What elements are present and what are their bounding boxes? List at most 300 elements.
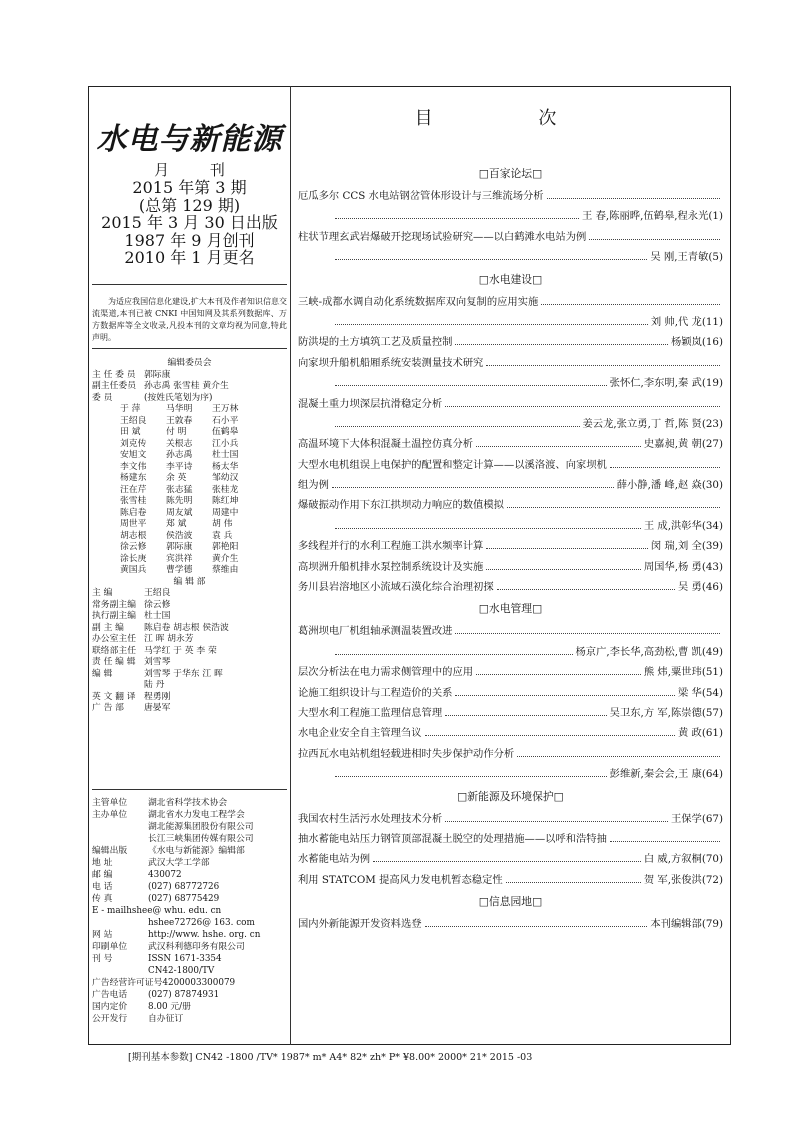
info-value: 4200003300079 [162,978,236,988]
editorial-role: 常务副主编 [92,599,136,610]
toc-entry[interactable] [298,683,723,703]
member-name: 杜士国 [212,450,239,460]
editorial-role: 联络部主任 [92,645,136,656]
member-row [92,416,287,428]
member-name: 汪在芹 [120,484,147,495]
member-name: 侯浩波 [166,530,193,541]
editorial-title: 编 辑 部 [173,576,206,587]
dot-leader [335,217,579,219]
toc-entry-page: (1) [708,210,723,223]
toc-entry-title: 三峡-成都水调自动化系统数据库双向复制的应用实施 [298,295,539,308]
toc-entry-title: 国内外新能源开发资料选登 [298,918,422,931]
info-label: 主管单位 [92,798,128,808]
info-label: 国内定价 [92,1002,128,1012]
info-row [92,965,287,977]
member-name: 周世平 [120,519,147,529]
dot-leader [373,860,641,862]
info-label: 广告经营许可证号 [92,978,163,988]
editorial-row [92,703,287,715]
toc-entry[interactable] [298,809,723,829]
member-row [92,439,287,451]
member-name: 陈红坤 [212,496,239,506]
toc-entry[interactable] [298,292,723,312]
dot-leader [486,568,640,570]
member-name: 蔡维由 [212,565,239,575]
frequency: 月 刊 [154,161,243,179]
toc-entry[interactable] [298,247,723,267]
member-list [92,404,287,577]
editorial-row [92,588,287,600]
toc-entry-page: (39) [701,540,723,553]
toc-entry[interactable] [298,621,723,641]
toc-entry-page: (49) [701,645,723,658]
toc-entry-author: 薛小静,潘 峰,赵 焱 [616,479,702,492]
dot-leader [517,755,720,757]
toc-entry-title: 利用 STATCOM 提高风力发电机暂态稳定性 [298,873,503,886]
committee-members: 委 员 (按姓氏笔划为序) [92,392,213,403]
toc-entry[interactable] [298,312,723,332]
toc-entry-title: 柱状节理玄武岩爆破开挖现场试验研究——以白鹤滩水电站为例 [298,230,587,243]
toc-entry-page: (61) [701,727,723,740]
dot-leader [332,486,614,488]
dot-leader [486,364,720,366]
toc-section-heading: □百家论坛□ [478,167,543,180]
info-row [92,833,287,845]
member-row [92,531,287,543]
member-name: 陈启卷 [120,507,147,518]
toc-entry-author: 闵 瑞,刘 全 [650,540,702,553]
editorial-role: 副 主 编 [92,622,124,633]
dot-leader [425,925,648,927]
toc-entry-author: 黄 政 [677,727,702,740]
toc-entry-title: 水蓄能电站为例 [298,853,371,866]
editorial-names: 陈启卷 胡志根 侯浩波 [144,622,229,633]
info-row [92,797,287,809]
member-name: 曹学德 [166,565,193,575]
toc-entry-page: (57) [701,706,723,719]
member-name: 杨建东 [120,473,147,483]
member-name: 邹幼汉 [212,473,239,483]
dot-leader [507,506,720,508]
toc-entry-title: 组为例 [298,479,329,492]
member-name: 张雪桂 [120,496,147,506]
toc-title: 目 次 [414,108,607,129]
toc-entry-author: 杨京广,李长华,高劲松,曹 凯 [575,645,702,658]
toc-entry[interactable] [298,662,723,682]
divider-line [92,284,287,285]
member-name: 郑 斌 [166,519,187,529]
member-name: 余 英 [166,473,187,483]
toc-entry[interactable] [298,332,723,352]
toc-entry[interactable] [298,829,723,849]
editorial-names: 徐云修 [144,599,171,610]
info-value: 武汉科利德印务有限公司 [148,942,245,952]
toc-entry[interactable] [298,536,723,556]
info-value: (027) 68775429 [148,894,220,904]
toc-entry-author: 贺 军,张俊洪 [643,873,702,886]
member-name: 陈先明 [166,496,193,506]
member-name: 张志猛 [166,484,193,495]
member-name: 杨太华 [212,461,239,472]
editorial-names: 王绍良 [144,588,171,598]
editorial-list [92,588,287,715]
member-name: 李平诗 [166,461,193,472]
dot-leader [476,445,641,447]
toc-entry-title: 向家坝升船机船厢系统安装测量技术研究 [298,356,484,369]
editorial-committee [92,358,287,715]
member-name: 宾洪祥 [166,553,193,564]
member-name: 郭际康 [166,542,193,552]
member-name: 王敦春 [166,415,193,426]
toc-entry[interactable] [298,206,723,226]
toc-entry-author: 杨颖岚 [670,336,702,349]
info-label: 网 站 [92,930,113,940]
toc-entry-title: 务川县岩溶地区小流域石漠化综合治理初探 [298,581,494,594]
toc-entry-page: (51) [701,666,723,679]
dot-leader [610,466,720,468]
member-row [92,508,287,520]
toc-entry-title: 爆破振动作用下东江拱坝动力响应的数值模拟 [298,499,504,512]
editorial-names: 刘雪琴 于华东 江 晖 [144,668,223,679]
info-row [92,809,287,821]
toc-entry[interactable] [298,495,723,515]
editorial-role: 责 任 编 辑 [92,657,136,667]
toc-entry-title: 抽水蓄能电站压力钢管顶部混凝土脱空的处理措施——以呼和浩特抽 [298,832,607,845]
renamed-date: 2010 年 1 月更名 [124,248,255,267]
info-value: 湖北省科学技术协会 [148,798,228,808]
info-value: 自办征订 [148,1014,184,1024]
member-name: 田 斌 [120,427,141,437]
info-row [92,989,287,1001]
toc-entry-author: 彭维新,秦会会,王 康 [609,768,702,781]
dot-leader [506,881,641,883]
editorial-row [92,680,287,692]
toc-entry[interactable] [298,516,723,536]
dot-leader [455,343,668,345]
editorial-row [92,657,287,669]
info-label [92,917,148,929]
toc-entry-title: 大型水电机组误上电保护的配置和整定计算——以溪洛渡、向家坝机 [298,458,607,471]
editorial-row [92,669,287,681]
dot-leader [445,820,668,822]
toc-entry[interactable] [298,373,723,393]
info-row [92,917,287,929]
copyright-notice: 为适应我国信息化建设,扩大本刊及作者知识信息交流渠道,本刊已被 CNKI 中国知网及其系列数据库、万方数据库等全文收录,凡投本刊的文章均视为同意,特此声明。 [92,297,287,342]
dot-leader [445,405,720,407]
toc-entry-title: 论施工组织设计与工程造价的关系 [298,686,453,699]
dot-leader [335,384,607,386]
member-name: 周建中 [212,507,239,518]
info-label: 地 址 [92,858,113,868]
toc-entry-title: 层次分析法在电力需求侧管理中的应用 [298,666,474,679]
issue-number: 2015 年第 3 期 [132,178,247,197]
pub-date: 2015 年 3 月 30 日出版 [101,213,278,232]
toc-section-heading: □水电建设□ [478,272,543,286]
publisher-info [92,797,287,1025]
toc-entry-page: (72) [701,873,723,886]
info-value: 湖北省水力发电工程学会 [148,810,245,820]
member-name: 郭艳阳 [212,542,239,552]
toc-entry-page: (19) [701,377,723,390]
editorial-role: 广 告 部 [92,703,124,713]
dot-leader [541,303,720,305]
toc-entry-author: 白 威,方叙桐 [643,853,702,866]
info-label: 广告电话 [92,990,128,1000]
toc-entry-title: 厄瓜多尔 CCS 水电站钢岔管体形设计与三维流场分析 [298,190,544,202]
toc-entry-title: 高坝洲升船机排水泵控制系统设计及实施 [298,560,484,573]
info-label [92,821,148,833]
toc-entry[interactable] [298,703,723,723]
info-value: hshee@ whu. edu. cn [126,906,222,916]
info-label: 传 真 [92,894,113,904]
dot-leader [610,840,720,842]
info-label: 公开发行 [92,1014,128,1024]
dot-leader [547,197,720,199]
toc-entry[interactable] [298,353,723,373]
toc-entry[interactable] [298,475,723,495]
toc-entry-author: 姜云龙,张立勇,丁 哲,陈 贤 [582,417,702,430]
journal-logo: 水电与新能源 [96,122,283,157]
toc-section-heading: □信息园地□ [478,895,543,909]
founded-date: 1987 年 9 月创刊 [124,230,255,250]
toc-entry[interactable] [298,227,723,247]
info-value: 湖北能源集团股份有限公司 [148,822,254,832]
total-issue: (总第 129 期) [138,195,241,215]
info-value: 武汉大学工学部 [148,858,210,868]
info-row [92,941,287,953]
member-row [92,519,287,531]
toc-entry-page: (70) [701,853,723,866]
toc-entry[interactable] [298,914,723,934]
editorial-role: 编 辑 [92,668,113,679]
toc-entry-author: 王 春,陈丽晔,伍鹤皋,程永光 [582,210,709,223]
member-name: 周友斌 [166,507,193,518]
editorial-row [92,646,287,658]
member-name: 于 萍 [120,404,141,414]
toc-entry-page: (64) [701,768,723,781]
toc-entry-author: 周国华,杨 勇 [643,560,702,573]
toc-entry-author: 吴 勇 [677,581,702,594]
member-row [92,554,287,566]
member-name: 徐云修 [120,542,147,552]
toc-section-heading: □新能源及环境保护□ [457,789,564,803]
divider-line [92,348,287,349]
info-label: E - mail [92,906,127,916]
toc-entry[interactable] [298,557,723,577]
toc-entry-title: 大型水利工程施工监理信息管理 [298,706,443,719]
info-value: CN42-1800/TV [148,966,215,976]
toc-entry-page: (5) [708,251,723,264]
toc-entry-page: (46) [701,581,723,594]
info-label: 印刷单位 [92,942,128,952]
toc-entry[interactable] [298,455,723,475]
member-row [92,473,287,485]
issue-info [92,162,287,267]
info-value: 长江三峡集团传媒有限公司 [148,834,254,844]
toc-entry-page: (16) [701,336,723,349]
info-row [92,821,287,833]
info-row [92,869,287,881]
member-name: 张桂龙 [212,484,239,495]
member-name: 孙志禹 [166,450,193,460]
info-value: 《水电与新能源》编辑部 [148,846,245,856]
dot-leader [497,588,675,590]
toc-entry[interactable] [298,414,723,434]
editorial-names: 杜士国 [144,611,171,621]
dot-leader [335,425,580,427]
toc-entry-title: 我国农村生活污水处理技术分析 [298,812,443,825]
divider-line [92,789,287,790]
member-name: 江小兵 [212,438,239,449]
dot-leader [455,694,675,696]
toc-entry[interactable] [298,849,723,869]
member-name: 王万林 [212,404,239,414]
info-value: hshee72726@ 163. com [148,918,255,928]
member-row [92,485,287,497]
dot-leader [589,238,720,240]
toc-entry-author: 张怀仁,李东明,秦 武 [609,377,702,390]
member-name: 安旭文 [120,450,147,460]
toc-entry-author: 本刊编辑部 [650,918,702,931]
toc-entry-page: (43) [701,560,723,573]
editorial-role: 主 编 [92,588,113,598]
committee-director: 主 任 委 员 郭际康 [92,369,171,380]
toc-entry-author: 史嘉昶,黄 朝 [643,438,702,451]
member-name: 袁 兵 [212,530,233,541]
info-label: 主办单位 [92,810,128,820]
member-row [92,450,287,462]
info-row [92,905,287,917]
dot-leader [335,653,573,655]
editorial-row [92,623,287,635]
toc-entry-title: 混凝土重力坝深层抗滑稳定分析 [298,397,443,410]
toc-entry-page: (27) [701,438,723,451]
dot-leader [425,734,675,736]
info-row [92,893,287,905]
dot-leader [335,527,641,529]
toc-entry-author: 梁 华 [677,686,702,699]
toc-entry[interactable] [298,870,723,890]
member-name: 王绍良 [120,415,147,426]
info-row [92,1001,287,1013]
member-row [92,542,287,554]
info-label: 编辑出版 [92,846,128,856]
info-value: (027) 87874931 [148,990,220,1000]
toc-entry[interactable] [298,394,723,414]
toc-entry-title: 高温环境下大体积混凝土温控仿真分析 [298,438,474,451]
member-name: 刘克传 [120,438,147,449]
editorial-names: 程勇刚 [144,691,171,702]
dot-leader [445,714,607,716]
toc-entry[interactable] [298,434,723,454]
editorial-role: 执行副主编 [92,611,136,621]
member-name: 李文伟 [120,461,147,472]
toc-entry-page: (54) [701,686,723,699]
toc-entry-page: (34) [701,519,723,532]
editorial-row [92,611,287,623]
member-row [92,427,287,439]
dot-leader [476,673,641,675]
toc-entry[interactable] [298,186,723,206]
toc-entry[interactable] [298,642,723,662]
dot-leader [335,775,607,777]
toc-entry-title: 葛洲坝电厂机组轴承测温装置改进 [298,625,453,638]
info-row [92,977,287,989]
member-name: 伍鹤皋 [212,427,239,437]
table-of-contents [298,162,723,935]
info-label: 电 话 [92,882,113,892]
member-row [92,565,287,577]
dot-leader [335,323,648,325]
toc-entry[interactable] [298,577,723,597]
toc-entry-page: (30) [701,479,723,492]
member-name: 马华明 [166,404,193,414]
toc-entry[interactable] [298,744,723,764]
member-name: 胡志根 [120,530,147,541]
toc-entry-author: 熊 炜,粟世玮 [643,666,702,679]
committee-vice: 副主任委员 孙志禹 张雪桂 黄介生 [92,381,229,391]
member-name: 胡 伟 [212,519,233,529]
member-row [92,462,287,474]
info-row [92,1013,287,1025]
info-label [92,965,148,977]
info-label [92,833,148,845]
editorial-row [92,692,287,704]
toc-entry-page: (67) [701,812,723,825]
member-name: 石小平 [212,415,239,426]
member-name: 黄国兵 [120,565,147,575]
editorial-names: 陆 丹 [144,680,165,690]
info-value: 8.00 元/册 [148,1002,191,1012]
info-row [92,953,287,965]
dot-leader [335,258,647,260]
toc-entry[interactable] [298,764,723,784]
info-row [92,845,287,857]
toc-entry-title: 防洪堤的土方填筑工艺及质量控制 [298,336,453,349]
member-name: 黄介生 [212,553,239,564]
member-row [92,404,287,416]
toc-entry-page: (23) [701,417,723,430]
member-name: 付 明 [166,427,187,437]
info-row [92,929,287,941]
member-row [92,496,287,508]
info-value: http://www. hshe. org. cn [148,930,261,940]
editorial-row [92,634,287,646]
member-name: 关根志 [166,438,193,449]
editorial-row [92,600,287,612]
info-value: ISSN 1671-3354 [148,954,222,964]
editorial-names: 马学红 于 英 李 荣 [144,645,217,656]
toc-entry[interactable] [298,723,723,743]
toc-entry-author: 王 成,洪彰华 [643,519,702,532]
info-value: (027) 68772726 [148,882,220,892]
editorial-role: 办公室主任 [92,634,136,644]
toc-entry-title: 多线程并行的水利工程施工洪水频率计算 [298,540,484,553]
dot-leader [486,547,648,549]
journal-parameters: [期刊基本参数] CN42 -1800 /TV* 1987* m* A4* 82* zh* P* ¥8.00* 2000* 21* 2015 -03 [128,1052,533,1063]
info-label: 刊 号 [92,954,113,964]
toc-entry-author: 王保学 [670,812,702,825]
editorial-names: 刘雪琴 [144,657,171,667]
toc-entry-author: 吴卫东,方 军,陈崇德 [609,706,702,719]
column-divider [290,86,291,1045]
info-row [92,881,287,893]
editorial-names: 唐晏军 [144,703,171,713]
info-label: 邮 编 [92,870,113,880]
info-row [92,857,287,869]
toc-entry-page: (11) [701,315,723,328]
toc-entry-title: 水电企业安全自主管理刍议 [298,727,422,740]
